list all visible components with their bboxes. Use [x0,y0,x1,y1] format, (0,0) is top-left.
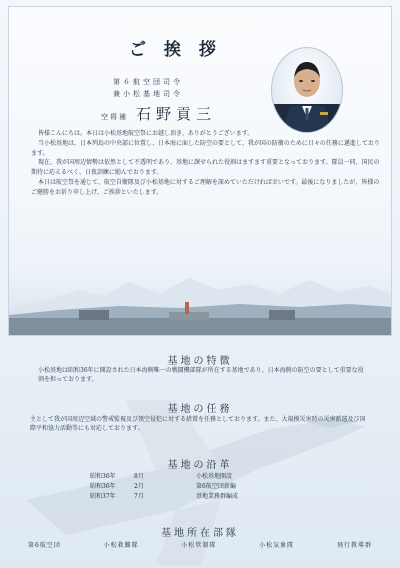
history-event: 小松基地開設 [196,473,233,480]
history-row [90,472,326,482]
mission-text: 主として我が国周辺空域の警戒監視及び領空侵犯に対する措置を任務としております。また、大規模災害時の災害派遣及び国際平和協力活動等にも対応しております。 [30,416,366,432]
history-event: 基地業務群編成 [196,493,239,500]
commander-name: 石野貢三 [136,105,217,123]
history-year: 昭和36年 [90,473,116,480]
features-heading: 基地の特徴 [167,356,233,367]
unit-item: 第6航空団 [28,542,61,549]
history-year: 昭和36年 [90,483,116,490]
history-event: 第6航空団新編 [196,483,236,490]
units-list [28,540,372,549]
unit-item: 小松管制隊 [181,542,217,549]
greeting-paragraph: 皆様こんにちは。本日は小松基地航空祭にお越し頂き、ありがとうございます。 [38,130,254,137]
greeting-paragraph: 本日は航空祭を通じて、航空自衛隊及び小松基地に対するご理解を深めていただければ幸いです。最後になりましたが、皆様のご健勝をお祈り申し上げ、ご挨拶といたします。 [31,178,380,196]
commander-name-block [101,103,216,124]
features-text: 小松基地は昭和36年に開設された日本海側唯一の戦闘機部隊が所在する基地であり、日本海側の防空の要として重要な役割を担っております。 [38,367,364,383]
unit-item: 飛行教導群 [336,542,372,549]
page-title: ご 挨 拶 [129,40,222,60]
history-table [90,472,326,502]
history-row [90,492,326,502]
history-month: 7月 [134,493,144,500]
greeting-text [31,129,381,198]
mountain-landscape-image [9,260,392,335]
history-year: 昭和37年 [90,493,116,500]
mission-heading: 基地の任務 [167,404,233,415]
greeting-panel [8,6,392,336]
units-heading: 基地所在部隊 [161,528,239,539]
unit-item: 小松救難隊 [103,542,139,549]
greeting-paragraph: 現在、我が国周辺情勢は依然として不透明であり、基地に課せられた役割はますます重要となっております。隊員一同、国民の期待に応えるべく、日夜訓練に励んでおります。 [31,159,380,177]
history-month: 2月 [134,483,144,490]
unit-item: 小松気象隊 [259,542,295,549]
greeting-paragraph: 当小松基地は、日本列島の中央部に位置し、日本海に面した防空の要として、我が国の防衛のために日々の任務に邁進しております。 [31,139,380,157]
commander-portrait [271,47,343,133]
role-line-2: 兼小松基地司令 [113,90,183,98]
commander-rank: 空将補 [101,113,128,121]
history-heading: 基地の沿革 [167,460,233,471]
history-month: 8月 [134,473,144,480]
history-row [90,482,326,492]
role-line-1: 第６航空団司令 [113,78,183,86]
